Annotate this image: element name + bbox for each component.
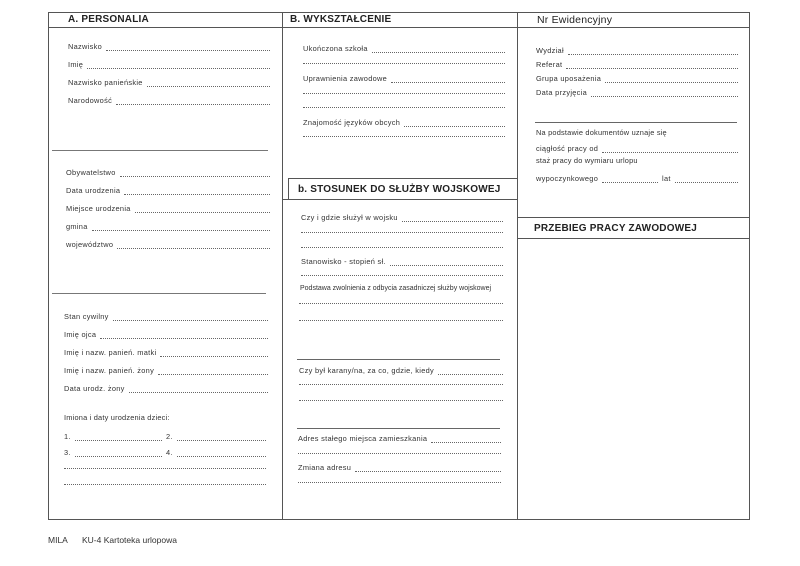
label-dzieci: Imiona i daty urodzenia dzieci: — [64, 413, 170, 422]
field-wypoczynkowego[interactable] — [536, 172, 658, 183]
label-czy-sluzyl: Czy i gdzie służył w wojsku — [301, 213, 398, 222]
field-dziecko-3[interactable] — [64, 446, 162, 457]
field-imie[interactable] — [68, 58, 270, 69]
field-zmiana-adresu[interactable] — [298, 461, 501, 472]
label-lat: lat — [662, 174, 671, 183]
personalia-divider-1 — [52, 150, 268, 151]
field-data-urodz-zony[interactable] — [64, 382, 268, 393]
field-imie-ojca[interactable] — [64, 328, 268, 339]
label-podstawa-dokumentow: Na podstawie dokumentów uznaje się — [536, 128, 667, 137]
field-dziecko-1[interactable] — [64, 430, 162, 441]
field-nazwisko[interactable] — [68, 40, 270, 51]
label-imie-zony: Imię i nazw. panień. żony — [64, 366, 155, 375]
wojsko-left-line — [288, 178, 289, 199]
label-narodowosc: Narodowość — [68, 96, 113, 105]
karany-extra-line-2[interactable] — [299, 400, 503, 401]
label-grupa-uposazenia: Grupa uposażenia — [536, 74, 602, 83]
dzieci-extra-line-1[interactable] — [64, 468, 266, 469]
label-imie-ojca: Imię ojca — [64, 330, 97, 339]
label-jezyki: Znajomość języków obcych — [303, 118, 401, 127]
label-ukonczona-szkola: Ukończona szkoła — [303, 44, 368, 53]
field-czy-sluzyl[interactable] — [301, 211, 503, 222]
dzieci-extra-line-2[interactable] — [64, 484, 266, 485]
label-imie: Imię — [68, 60, 84, 69]
field-adres[interactable] — [298, 432, 501, 443]
label-miejsce-urodzenia: Miejsce urodzenia — [66, 204, 131, 213]
field-jezyki[interactable] — [303, 116, 505, 127]
szkola-extra-line[interactable] — [303, 63, 505, 64]
personalia-divider-2 — [52, 293, 266, 294]
ewidencja-separator — [535, 122, 737, 123]
label-stan-cywilny: Stan cywilny — [64, 312, 109, 321]
footer-form-name: KU-4 Kartoteka urlopowa — [82, 535, 177, 545]
field-data-przyjecia[interactable] — [536, 86, 738, 97]
field-wydzial[interactable] — [536, 44, 738, 55]
footer-brand: MILA — [48, 535, 68, 545]
label-n4: 4. — [166, 448, 173, 457]
field-ukonczona-szkola[interactable] — [303, 42, 505, 53]
header-row-line — [48, 27, 750, 28]
label-data-urodz-zony: Data urodz. żony — [64, 384, 125, 393]
label-data-przyjecia: Data przyjęcia — [536, 88, 588, 97]
column-divider-2 — [517, 12, 518, 519]
field-nazwisko-panienskie[interactable] — [68, 76, 270, 87]
field-miejsce-urodzenia[interactable] — [66, 202, 270, 213]
label-wypoczynkowego: wypoczynkowego — [536, 174, 599, 183]
przebieg-top-line — [517, 217, 750, 218]
label-wojewodztwo: województwo — [66, 240, 114, 249]
label-karany: Czy był karany/na, za co, gdzie, kiedy — [299, 366, 435, 375]
sluzyl-extra-line-1[interactable] — [301, 232, 503, 233]
field-karany[interactable] — [299, 364, 503, 375]
podstawa-line-1[interactable] — [299, 303, 503, 304]
label-nazwisko: Nazwisko — [68, 42, 103, 51]
label-imie-matki: Imię i nazw. panień. matki — [64, 348, 157, 357]
label-n1: 1. — [64, 432, 71, 441]
label-n3: 3. — [64, 448, 71, 457]
field-data-urodzenia[interactable] — [66, 184, 270, 195]
label-n2: 2. — [166, 432, 173, 441]
label-podstawa-zwolnienia: Podstawa zwolnienia z odbycia zasadniczej służby wojskowej — [300, 285, 492, 292]
sluzyl-extra-line-2[interactable] — [301, 247, 503, 248]
field-stan-cywilny[interactable] — [64, 310, 268, 321]
column-divider-1 — [282, 12, 283, 519]
zmiana-extra-line[interactable] — [298, 482, 501, 483]
section-przebieg-title: PRZEBIEG PRACY ZAWODOWEJ — [534, 223, 697, 234]
label-wydzial: Wydział — [536, 46, 564, 55]
przebieg-bottom-line — [517, 238, 750, 239]
field-narodowosc[interactable] — [68, 94, 270, 105]
label-data-urodzenia: Data urodzenia — [66, 186, 121, 195]
section-personalia-title: A. PERSONALIA — [68, 14, 149, 25]
field-wojewodztwo[interactable] — [66, 238, 270, 249]
nr-ewidencyjny-title: Nr Ewidencyjny — [537, 14, 613, 26]
label-stanowisko: Stanowisko - stopień sł. — [301, 257, 386, 266]
podstawa-separator — [297, 359, 500, 360]
label-nazwisko-panienskie: Nazwisko panieńskie — [68, 78, 143, 87]
field-imie-zony[interactable] — [64, 364, 268, 375]
field-lat[interactable] — [662, 172, 738, 183]
label-adres: Adres stałego miejsca zamieszkania — [298, 434, 428, 443]
label-obywatelstwo: Obywatelstwo — [66, 168, 116, 177]
label-uprawnienia: Uprawnienia zawodowe — [303, 74, 388, 83]
field-obywatelstwo[interactable] — [66, 166, 270, 177]
field-dziecko-2[interactable] — [166, 430, 266, 441]
label-referat: Referat — [536, 60, 563, 69]
adres-extra-line[interactable] — [298, 453, 501, 454]
wojsko-header-bottom — [282, 199, 518, 200]
field-uprawnienia[interactable] — [303, 72, 505, 83]
label-ciaglosc: ciągłość pracy od — [536, 144, 599, 153]
label-zmiana-adresu: Zmiana adresu — [298, 463, 352, 472]
field-stanowisko[interactable] — [301, 255, 503, 266]
field-imie-matki[interactable] — [64, 346, 268, 357]
field-ciaglosc[interactable] — [536, 142, 738, 153]
karany-extra-line-1[interactable] — [299, 384, 503, 385]
jezyki-extra-line[interactable] — [303, 136, 505, 137]
section-wojsko-title: b. STOSUNEK DO SŁUŻBY WOJSKOWEJ — [298, 184, 501, 195]
label-gmina: gmina — [66, 222, 88, 231]
podstawa-line-2[interactable] — [299, 320, 503, 321]
section-wyksztalcenie-title: B. WYKSZTAŁCENIE — [290, 14, 392, 25]
field-dziecko-4[interactable] — [166, 446, 266, 457]
label-staz: staż pracy do wymiaru urlopu — [536, 156, 638, 165]
uprawnienia-extra-line-2[interactable] — [303, 107, 505, 108]
karany-separator — [297, 428, 500, 429]
field-referat[interactable] — [536, 58, 738, 69]
field-gmina[interactable] — [66, 220, 270, 231]
wojsko-top-line — [288, 178, 518, 179]
stanowisko-extra-line[interactable] — [301, 275, 503, 276]
uprawnienia-extra-line-1[interactable] — [303, 93, 505, 94]
field-grupa-uposazenia[interactable] — [536, 72, 738, 83]
